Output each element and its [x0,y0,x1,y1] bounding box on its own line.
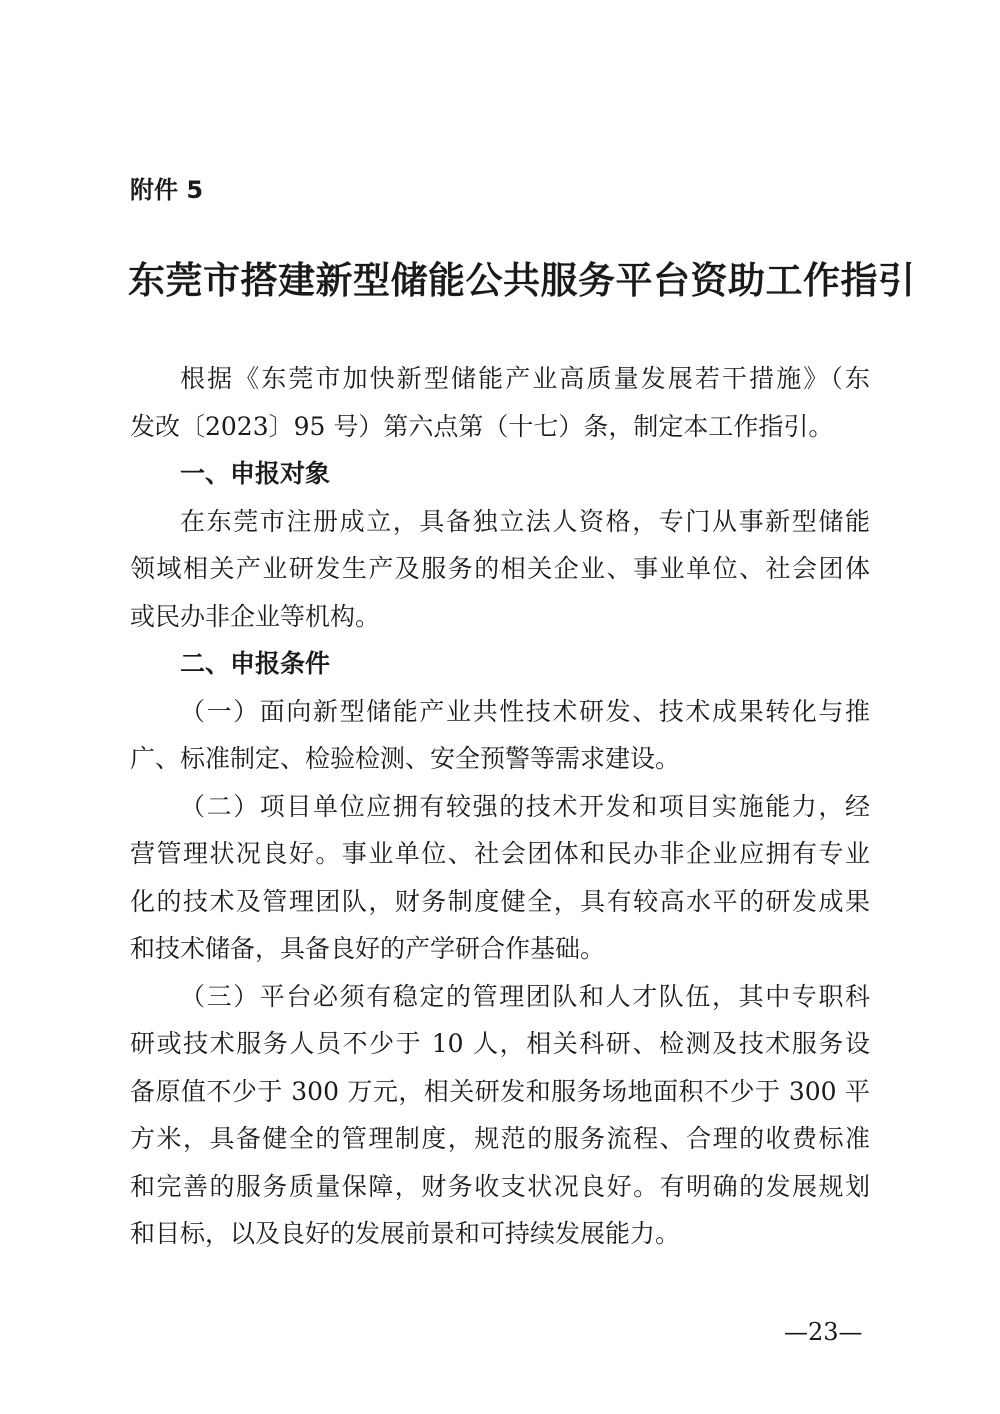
paragraph-line: 方米，具备健全的管理制度，规范的服务流程、合理的收费标准 [130,1124,870,1153]
paragraph-line: 和完善的服务质量保障，财务收支状况良好。有明确的发展规划 [130,1171,870,1201]
paragraph-line: 或民办非企业等机构。 [130,601,381,631]
paragraph-line: 备原值不少于 300 万元，相关研发和服务场地面积不少于 300 平 [130,1076,870,1106]
paragraph-line: 营管理状况良好。事业单位、社会团体和民办非企业应拥有专业 [130,839,870,868]
section-heading: 二、申报条件 [180,649,331,678]
page-number: —23— [784,1318,863,1346]
section-heading: 一、申报对象 [180,459,331,488]
paragraph-line: 在东莞市注册成立，具备独立法人资格，专门从事新型储能 [180,506,870,536]
paragraph-line: 根据《东莞市加快新型储能产业高质量发展若干措施》（东 [180,364,870,393]
document-body [130,355,870,1258]
paragraph-line: （三）平台必须有稳定的管理团队和人才队伍，其中专职科 [180,981,870,1011]
paragraph-line: 研或技术服务人员不少于 10 人，相关科研、检测及技术服务设 [130,1029,870,1058]
paragraph-line: （一）面向新型储能产业共性技术研发、技术成果转化与推 [180,696,870,726]
attachment-label: 附件 5 [130,176,204,204]
paragraph-line: 广、标准制定、检验检测、安全预警等需求建设。 [130,744,681,773]
paragraph-line: 和目标，以及良好的发展前景和可持续发展能力。 [130,1219,681,1248]
paragraph-line: （二）项目单位应拥有较强的技术开发和项目实施能力，经 [180,791,870,821]
document-title: 东莞市搭建新型储能公共服务平台资助工作指引 [128,259,916,302]
paragraph-line: 化的技术及管理团队，财务制度健全，具有较高水平的研发成果 [130,886,870,916]
paragraph-line: 发改〔2023〕95 号）第六点第（十七）条，制定本工作指引。 [130,411,834,441]
paragraph-line: 领域相关产业研发生产及服务的相关企业、事业单位、社会团体 [130,554,870,583]
paragraph-line: 和技术储备，具备良好的产学研合作基础。 [130,934,606,963]
